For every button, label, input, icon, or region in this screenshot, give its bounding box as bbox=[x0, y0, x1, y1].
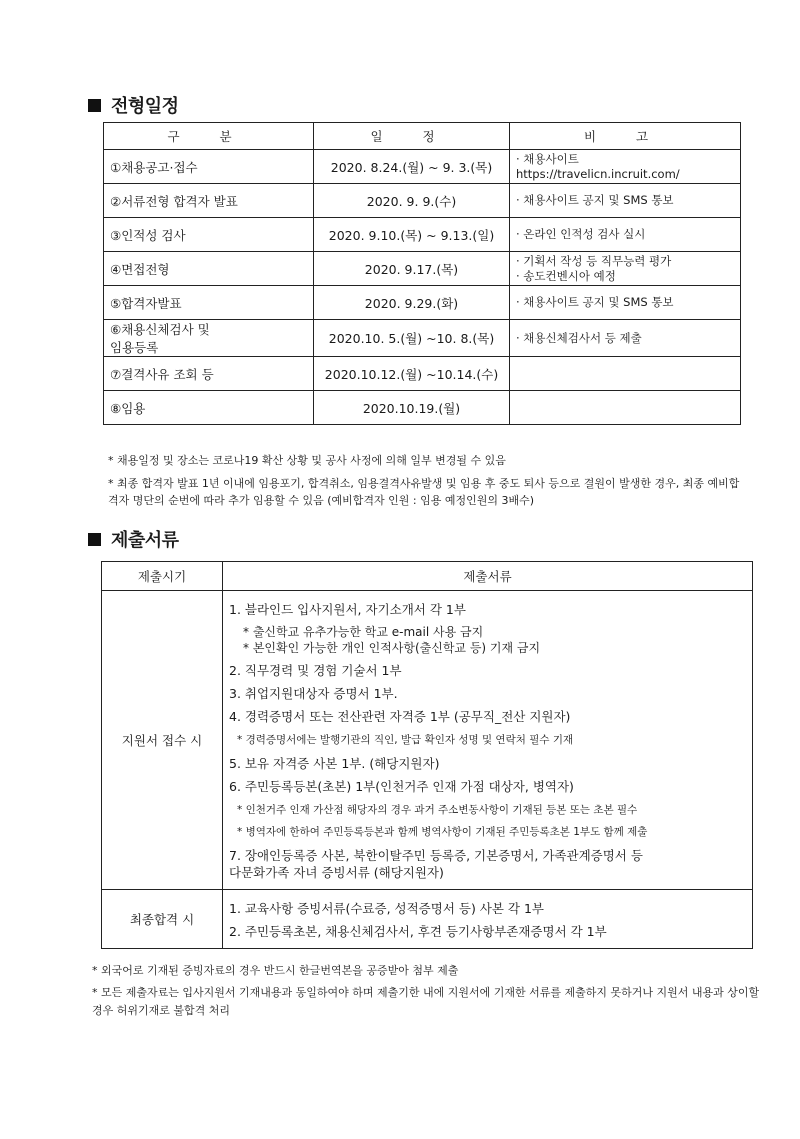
documents-note-line: * 모든 제출자료는 입사지원서 기재내용과 동일하여야 하며 제출기한 내에 지원서에 기재한 서류를 제출하지 못하거나 지원서 내용과 상이할 경우 허위기재로 불합격 처리 bbox=[92, 986, 760, 1017]
schedule-date: 2020.10.12.(월) ~10.14.(수) bbox=[314, 357, 510, 391]
schedule-note: · 채용사이트 공지 및 SMS 통보 bbox=[510, 286, 741, 320]
schedule-note-line: * 채용일정 및 장소는 코로나19 확산 상황 및 공사 사정에 의해 일부 변경될 수 있음 bbox=[108, 454, 506, 467]
black-square-icon bbox=[88, 533, 101, 546]
schedule-category: ①채용공고·접수 bbox=[104, 150, 314, 184]
schedule-note-line: * 최종 합격자 발표 1년 이내에 임용포기, 합격취소, 임용결격사유발생 및 임용 후 중도 퇴사 등으로 결원이 발생한 경우, 최종 예비합격자 명단의 순번에 따라 추가 임용할 수 있음 (예비합격자 인원 : 임용 예정인원의 3배수) bbox=[108, 477, 740, 507]
schedule-category: ⑤합격자발표 bbox=[104, 286, 314, 320]
documents-header-row bbox=[102, 562, 753, 591]
schedule-row bbox=[104, 252, 741, 286]
schedule-row bbox=[104, 286, 741, 320]
schedule-title-text: 전형일정 bbox=[111, 96, 179, 117]
header-docs: 제출서류 bbox=[223, 562, 753, 591]
application-doc-item: 4. 경력증명서 또는 전산관련 자격증 1부 (공무직_전산 지원자) bbox=[229, 709, 571, 724]
application-doc-item: * 경력증명서에는 발행기관의 직인, 발급 확인자 성명 및 연락처 필수 기재 bbox=[237, 734, 574, 746]
schedule-row bbox=[104, 150, 741, 184]
application-doc-list bbox=[229, 591, 746, 889]
schedule-row bbox=[104, 320, 741, 357]
schedule-row bbox=[104, 184, 741, 218]
schedule-date: 2020. 9.17.(목) bbox=[314, 252, 510, 286]
schedule-row bbox=[104, 391, 741, 425]
schedule-note: · 온라인 인적성 검사 실시 bbox=[510, 218, 741, 252]
schedule-date: 2020.10.19.(월) bbox=[314, 391, 510, 425]
application-doc-item: * 병역자에 한하여 주민등록등본과 함께 병역사항이 기재된 주민등록초본 1부도 함께 제출 bbox=[237, 826, 648, 838]
documents-note-line: * 외국어로 기재된 증빙자료의 경우 반드시 한글번역본을 공증받아 첨부 제출 bbox=[92, 964, 459, 977]
schedule-section-title bbox=[88, 92, 179, 118]
schedule-table bbox=[103, 122, 741, 425]
final-doc-item: 2. 주민등록초본, 채용신체검사서, 후견 등기사항부존재증명서 각 1부 bbox=[229, 924, 607, 939]
schedule-note: · 채용사이트 https://travelicn.incruit.com/ bbox=[510, 150, 741, 184]
application-doc-item: 6. 주민등록등본(초본) 1부(인천거주 인재 가점 대상자, 병역자) bbox=[229, 779, 574, 794]
schedule-category: ④면접전형 bbox=[104, 252, 314, 286]
schedule-note bbox=[510, 391, 741, 425]
documents-table bbox=[101, 561, 753, 949]
documents-notes bbox=[92, 962, 762, 1020]
schedule-note: · 기획서 작성 등 직무능력 평가 · 송도컨벤시아 예정 bbox=[510, 252, 741, 286]
schedule-date: 2020.10. 5.(월) ~10. 8.(목) bbox=[314, 320, 510, 357]
header-category: 구 분 bbox=[104, 123, 314, 150]
application-doc-item: 5. 보유 자격증 사본 1부. (해당지원자) bbox=[229, 756, 440, 771]
application-doc-item: * 출신학교 유추가능한 학교 e-mail 사용 금지 bbox=[243, 625, 484, 639]
final-label: 최종합격 시 bbox=[102, 890, 223, 949]
application-doc-item: * 인천거주 인재 가산점 해당자의 경우 과거 주소변동사항이 기재된 등본 또는 초본 필수 bbox=[237, 804, 638, 816]
schedule-category: ②서류전형 합격자 발표 bbox=[104, 184, 314, 218]
documents-section-title bbox=[88, 526, 179, 552]
documents-title-text: 제출서류 bbox=[111, 530, 179, 551]
schedule-note: · 채용사이트 공지 및 SMS 통보 bbox=[510, 184, 741, 218]
schedule-note bbox=[510, 357, 741, 391]
schedule-notes bbox=[108, 452, 748, 509]
header-when: 제출시기 bbox=[102, 562, 223, 591]
schedule-row bbox=[104, 357, 741, 391]
schedule-category: ⑧임용 bbox=[104, 391, 314, 425]
application-doc-item: 3. 취업지원대상자 증명서 1부. bbox=[229, 686, 398, 701]
schedule-date: 2020. 9. 9.(수) bbox=[314, 184, 510, 218]
schedule-category: ⑦결격사유 조회 등 bbox=[104, 357, 314, 391]
schedule-row bbox=[104, 218, 741, 252]
header-note: 비 고 bbox=[510, 123, 741, 150]
application-row bbox=[102, 591, 753, 890]
header-date: 일 정 bbox=[314, 123, 510, 150]
schedule-date: 2020. 9.10.(목) ~ 9.13.(일) bbox=[314, 218, 510, 252]
application-doc-item: 1. 블라인드 입사지원서, 자기소개서 각 1부 bbox=[229, 602, 466, 617]
schedule-category: ⑥채용신체검사 및 임용등록 bbox=[104, 320, 314, 357]
application-doc-item: 2. 직무경력 및 경험 기술서 1부 bbox=[229, 663, 402, 678]
schedule-category: ③인적성 검사 bbox=[104, 218, 314, 252]
application-doc-item: * 본인확인 가능한 개인 인적사항(출신학교 등) 기재 금지 bbox=[243, 641, 541, 655]
application-label: 지원서 접수 시 bbox=[102, 591, 223, 890]
application-doc-item: 7. 장애인등록증 사본, 북한이탈주민 등록증, 기본증명서, 가족관계증명서 등 다문화가족 자녀 증빙서류 (해당지원자) bbox=[229, 848, 643, 880]
final-row bbox=[102, 890, 753, 949]
black-square-icon bbox=[88, 99, 101, 112]
schedule-date: 2020. 9.29.(화) bbox=[314, 286, 510, 320]
schedule-date: 2020. 8.24.(월) ~ 9. 3.(목) bbox=[314, 150, 510, 184]
final-doc-item: 1. 교육사항 증빙서류(수료증, 성적증명서 등) 사본 각 1부 bbox=[229, 901, 544, 916]
schedule-note: · 채용신체검사서 등 제출 bbox=[510, 320, 741, 357]
final-doc-list bbox=[229, 890, 746, 948]
schedule-header-row bbox=[104, 123, 741, 150]
